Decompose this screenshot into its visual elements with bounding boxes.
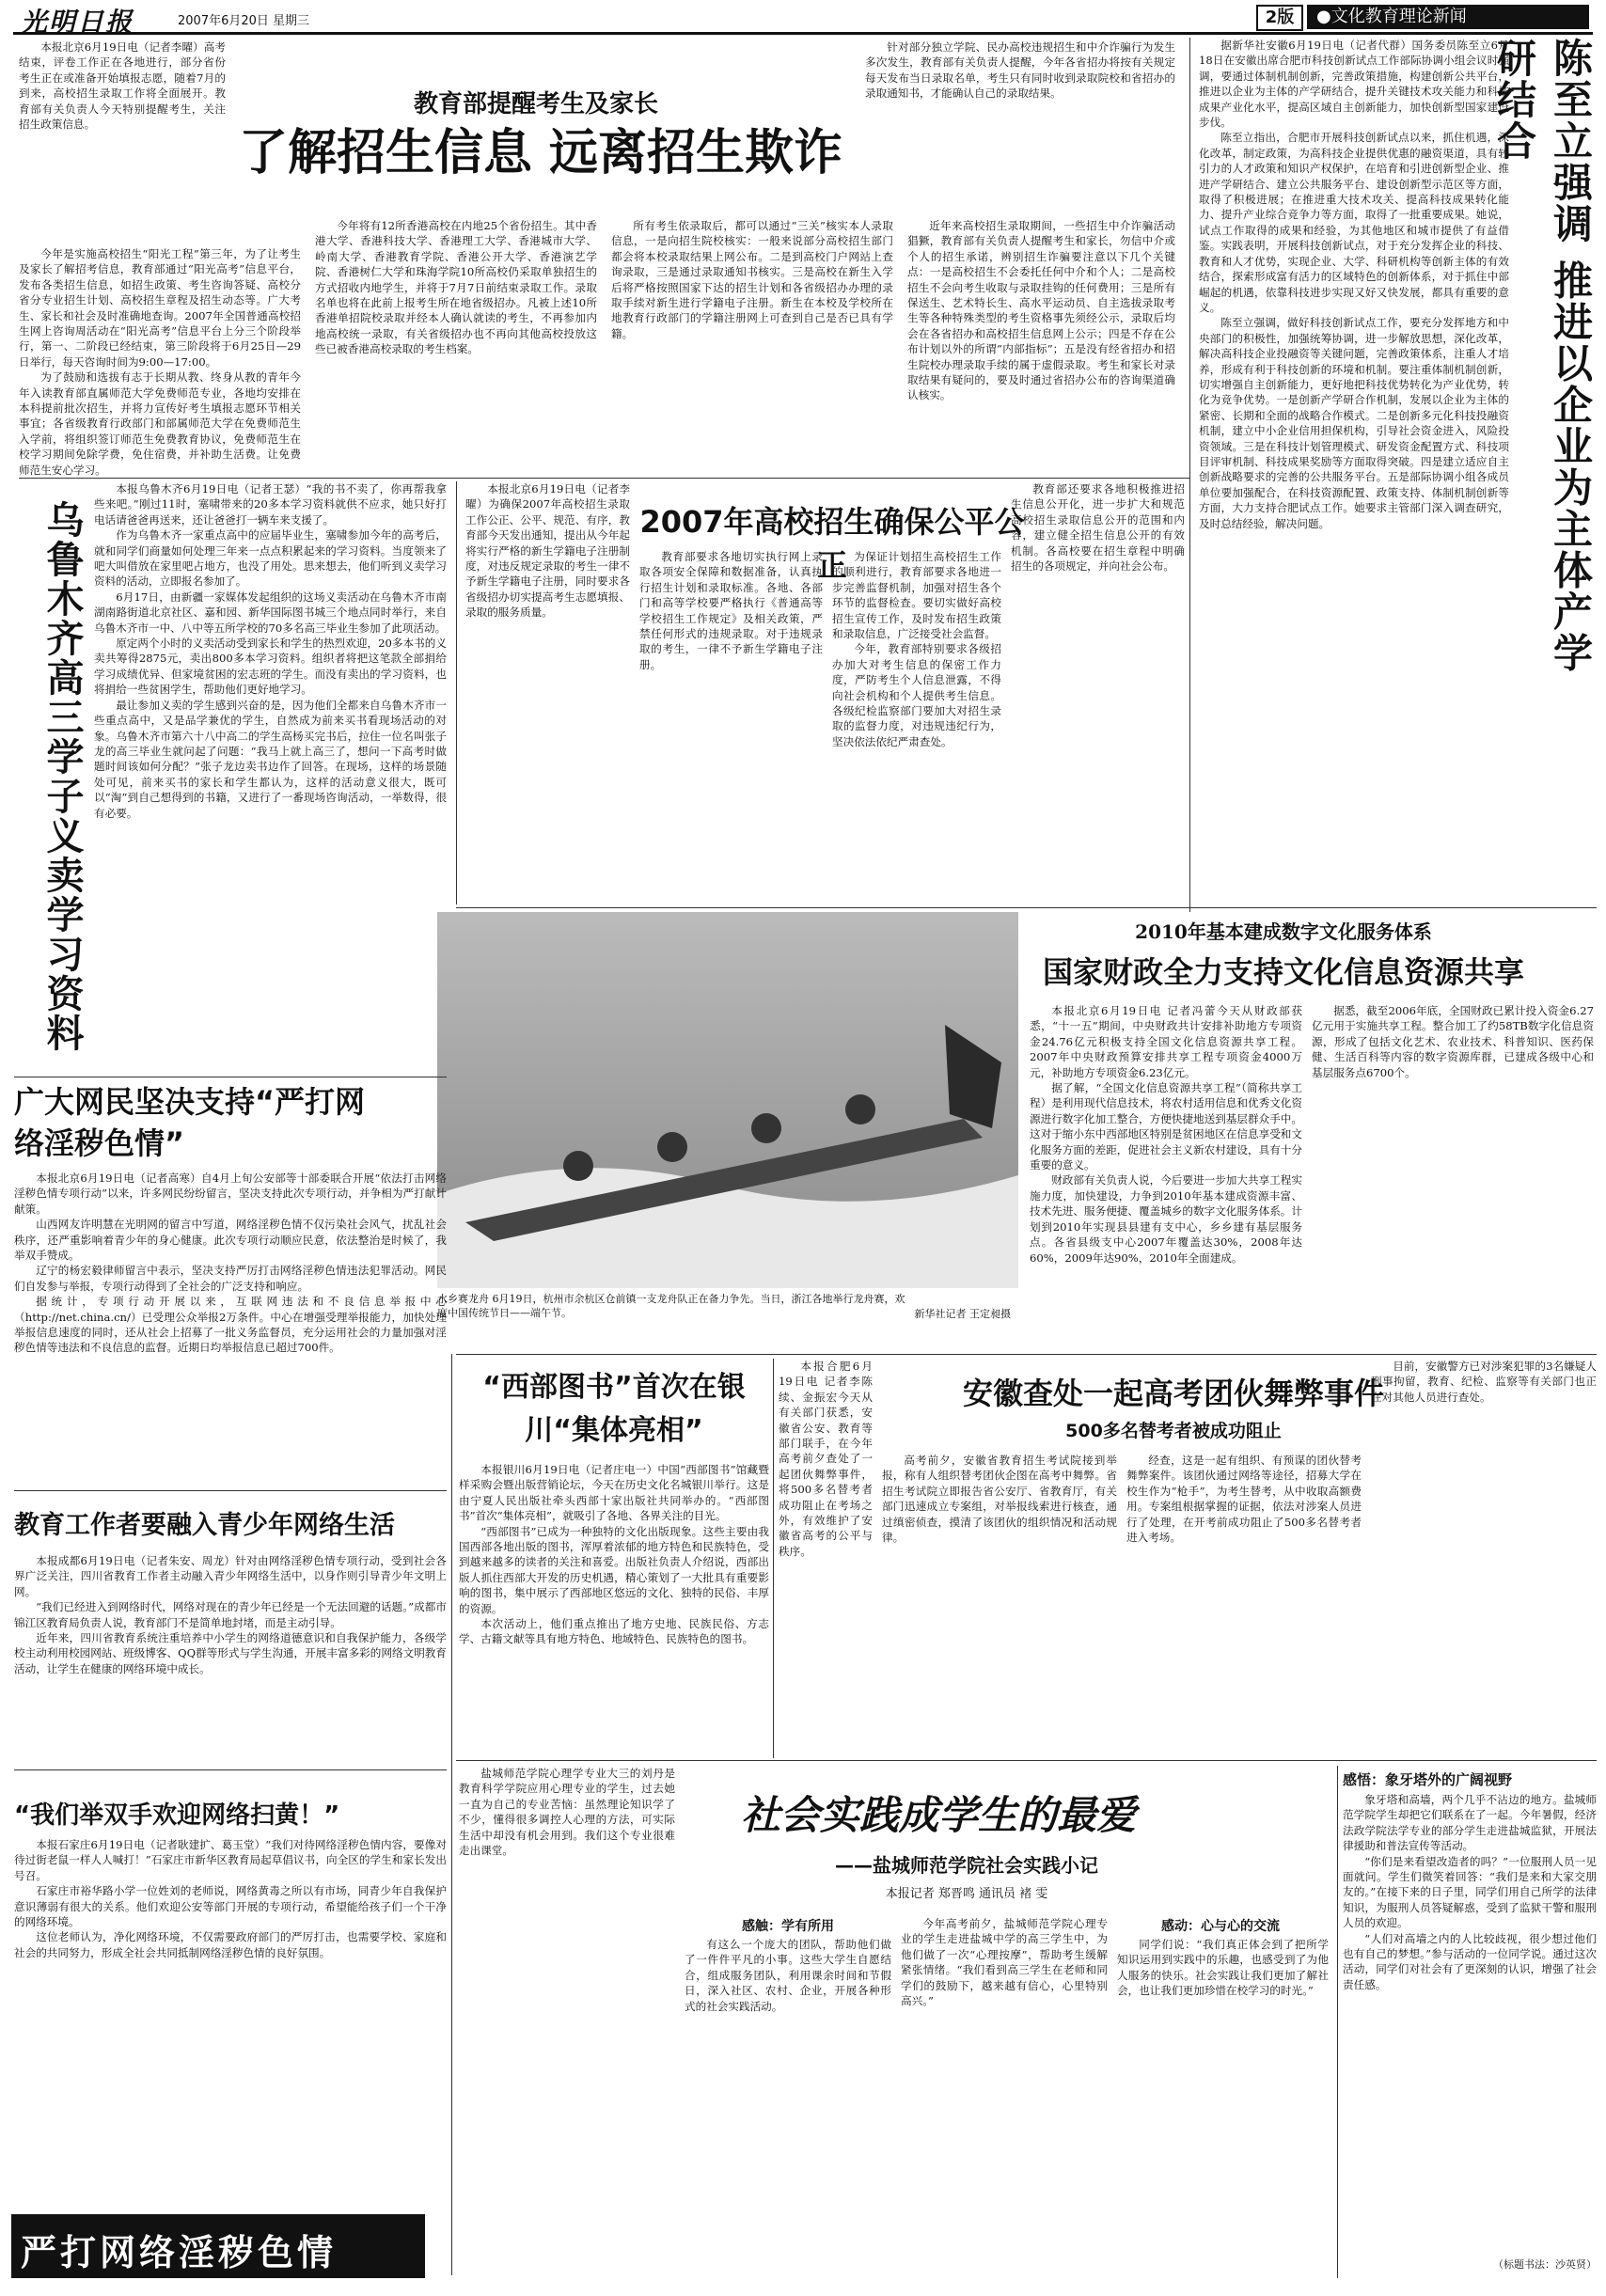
article-ivory-tower <box>1343 1766 1597 2278</box>
body: 象牙塔和高墙，两个几乎不沾边的地方。盐城师范学院学生却把它们联系在了一起。今年暑假，经济法政学院法学专业的部分学生走进盐城监狱，开展法律援助和普法宣传等活动。 “你们是来看望改造者的吗？”一位服刑人员一见面就问。学生们微笑着回答：“我们是来和大家交朋友的。”在接下来的日子里，同学们用自己所学的法律知识，为服刑人员答疑解惑，受到了监狱干警和服刑人员的欢迎。 “人们对高墙之内的人比较歧视，很少想过他们也有自己的梦想。”参与活动的一位同学说。通过这次活动，同学们对社会有了更深刻的认识，增强了社会责任感。 <box>1343 1793 1597 1991</box>
article-western-books <box>459 1359 769 1753</box>
col-lead: 本报合肥6月19日电 记者李陈续、金振宏今天从有关部门获悉，安徽省公安、教育等部门联手，在今年高考前夕查处了一起团伙舞弊事件，将500多名替考者成功阻止在考场之外，有效维护了安徽省高考的公平与秩序。 <box>779 1360 873 1558</box>
col-4: 同学们说：“我们真正体会到了把所学知识运用到实践中的乐趣，也感受到了为他人服务的快乐。社会实践让我们更加了解社会，也让我们更加珍惜在校学习的时光。” <box>1117 1938 1329 1998</box>
issue-date: 2007年6月20日 星期三 <box>178 14 310 28</box>
photo-caption: 水乡赛龙舟 6月19日，杭州市余杭区仓前镇一支龙舟队正在备力争先。当日，浙江各地举行龙舟赛，欢度中国传统节日——端午节。 <box>437 1293 905 1319</box>
article-urumqi-charity <box>14 481 451 1074</box>
headline: 教育工作者要融入青少年网络生活 <box>14 1511 395 1540</box>
subheadline: 500多名替考者被成功阻止 <box>1065 1421 1282 1441</box>
col-4: 近年来高校招生录取期间，一些招生中介诈骗活动猖獗，教育部有关负责人提醒考生和家长，勿信中介或个人的招生承诺，辨别招生诈骗要注意以下几个关键点：一是高校招生不会委托任何中介和个人；二是高校招生不会向考生收取与录取挂钩的任何费用；三是所有保送生、艺术特长生、高水平运动员、自主选拔录取考生等各种特殊类型的考生资格事先须经公示，录取后均会在各省招办和高校招生信息网上公示；四是不存在公布计划以外的所谓“内部指标”；五是没有经省招办和招生院校办理录取手续的属于虚假录取。考生和家长对录取结果有疑问的，要及时通过省招办公布的咨询渠道确认核实。 <box>907 219 1175 402</box>
headline: 安徽查处一起高考团伙舞弊事件 <box>962 1376 1384 1411</box>
headline: 广大网民坚决支持“严打网络淫秽色情” <box>14 1084 366 1161</box>
dragon-boat-image <box>437 912 1018 1288</box>
page-number: 2版 <box>1256 5 1303 31</box>
body: 本报石家庄6月19日电（记者耿建扩、葛玉堂）“我们对待网络淫秽色情内容，要像对待过街老鼠一样人人喊打！”石家庄市新华区教育局起草倡议书，向全区的学生和家长发出号召。 石家庄市裕华路小学一位姓刘的老师说，网络黄毒之所以有市场，同青少年自我保护意识薄弱有很大的关系。他们欢迎公安等部门开展的专项行动，希望能给孩子们一个干净的网络环境。 这位老师认为，净化网络环境，不仅需要政府部门的严厉打击，也需要学校、家庭和社会的共同努力，形成全社会共同抵制网络淫秽色情的良好氛围。 <box>14 1838 447 1959</box>
body: 本报北京6月19日电（记者高寒）自4月上旬公安部等十部委联合开展“依法打击网络淫秽色情专项行动”以来，许多网民纷纷留言，坚决支持此次专项行动，并争相为严打献计献策。 山西网友许明慧在光明网的留言中写道，网络淫秽色情不仅污染社会风气，扰乱社会秩序，还严重影响着青少年的身心健康。此次专项行动顺应民意，依法整治是时候了，我举双手赞成。 辽宁的杨宏毅律师留言中表示，坚决支持严厉打击网络淫秽色情违法犯罪活动。网民们自发参与举报，专项行动得到了全社会的广泛支持和响应。 据统计，专项行动开展以来，互联网违法和不良信息举报中心（http://net.china.cn/）已受理公众举报2万条件。中心在增强受理举报能力，加快处理举报信息速度的同时，还从社会上招募了一批义务监督员，充分运用社会的力量加强对淫秽色情等违法和不良信息的监督。近期日均举报信息已超过700件。 <box>14 1172 447 1355</box>
article-social-practice <box>459 1766 1333 2278</box>
col-1: 今年是实施高校招生“阳光工程”第三年，为了让考生及家长了解招考信息，教育部通过“阳光高考”信息平台，发布各类招生信息，如招生政策、考生咨询答疑、高校分省分专业招生计划、高校招生章程及招生动态等。广大考生、家长和社会及时准确地查询。2007年全国普通高校招生网上咨询周活动在“阳光高考”信息平台上分三个阶段举行，第一、二阶段已经结束，第三阶段将于6月25日—29日举行，每天咨询时间为9:00—17:00。 为了鼓励和选拔有志于长期从教、终身从教的青年今年入读教育部直属师范大学免费师范专业，各地均安排在本科提前批次招生，并将力宣传好考生填报志愿环节相关事宜；各省级教育行政部门和部属师范大学在免费师范生入学前，将组织签订师范生免费教育协议，免费师范生在校学习期间免除学费，免住宿费，并补助生活费。让免费师范生安心学习。 <box>19 247 301 477</box>
article-anhui-cheating <box>779 1359 1597 1753</box>
body: 本报乌鲁木齐6月19日电（记者王瑟）“我的书不卖了，你再帮我拿些来吧。”刚过11时，塞啸带来的20多本学习资料就供不应求，她只好打电话请爸爸再送来，还让爸爸打一辆车来支援了。 作为乌鲁木齐一家重点高中的应届毕业生，塞啸参加今年的高考后，就和同学们商量如何处理三年来一点点积累起来的学习资料。当度领来了吧大叫借放在家里吧占地方，也没了用处。思来想去，他们听到义卖学习资料的活动，立即报名参加了。 6月17日，由新疆一家媒体发起组织的这场义卖活动在乌鲁木齐市南湖南路街道北京社区、嘉和园、新华国际图书城三个地点同时举行，来自乌鲁木齐市一中、八中等五所学校的70多名高三毕业生参加了此项活动。 原定两个小时的义卖活动受到家长和学生的热烈欢迎，20多本书的义卖共筹得2875元，卖出800多本学习资料。组织者将把这笔款全部捐给学习成绩优异、但家境贫困的宏志班的学生。而没有卖出的学习资料，也将捐给一些贫困学生，帮助他们更好地学习。 最让参加义卖的学生感到兴奋的是，因为他们全都来自乌鲁木齐市一些重点高中，又是品学兼优的学生，自然成为前来买书看现场活动的对象。乌鲁木齐市第六十八中高二的学生高杨买完书后，拉住一位名叫张子龙的高三毕业生就问起了问题：“我马上就上高三了，想问一下高考时做题时间该如何分配？”张子龙边卖书边作了回答。在现场，这样的场景随处可见，前来买书的家长和学生都认为，这样的活动意义很大，既可以“淘”到自己想得到的书籍，又进行了一番现场咨询活动，一举数得，很有必要。 <box>94 482 447 820</box>
col-2: 据悉，截至2006年底，全国财政已累计投入资金6.27亿元用于实施共享工程。整合加工了约58TB数字化信息资源，形成了包括文化艺术、农业技术、科普知识、医药保健、生活百科等内容的数字资源库群，已建成各级中心和基层服务点6700个。 <box>1312 1004 1594 1079</box>
headline: 国家财政全力支持文化信息资源共享 <box>1042 954 1524 990</box>
headline: 社会实践成学生的最爱 <box>740 1792 1136 1838</box>
col-1: 本报北京6月19日电（记者李曜）为确保2007年高校招生录取工作公正、公平、规范、有序，教育部今天发出通知，提出从今年起将实行严格的新生学籍电子注册制度，对违反规定录取的考生一律不予新生学籍电子注册，同时要求各省级招办切实提高考生志愿填报、录取的服务质量。 <box>465 482 630 620</box>
masthead <box>13 0 1593 38</box>
byline: 本报记者 郑晋鸣 通讯员 褚 雯 <box>885 1887 1048 1901</box>
body: 本报银川6月19日电（记者庄电一）中国“西部图书”馆藏暨样采购会暨出版营销论坛，今天在历史文化名城银川举行。这是由宁夏人民出版社牵头西部十家出版社共同举办的。“西部图书”首次“集体亮相”，就吸引了各地、各界关注的目光。 “西部图书”已成为一种独特的文化出版现象。这些主要由我国西部各地出版的图书，浑厚着浓郁的地方特色和民族特色，受到越来越多的读者的关注和喜爱。出版社负责人介绍说，西部出版人抓住西部大开发的历史机遇，精心策划了一大批具有重要影响的图书，集中展示了西部地区悠远的文化、独特的民俗、丰厚的资源。 本次活动上，他们重点推出了地方史地、民族民俗、方志学、古籍文献等具有地方特色、地域特色、民族特色的图书。 <box>459 1463 769 1646</box>
article-welcome-crackdown <box>14 1775 447 2203</box>
kicker: 2010年基本建成数字文化服务体系 <box>1135 920 1432 943</box>
col-1: 盐城师范学院心理学专业大三的刘丹是教育科学学院应用心理专业的学生，过去她一直为自己的专业苦恼：虽然理论知识学了不少，懂得很多调控人心理的方法，可实际生活中却没有机会用到。我们这个专业很难走出课堂。 <box>459 1767 675 1858</box>
section-label: ●文化教育理论新闻 <box>1307 5 1589 29</box>
col-4: 目前，安徽警方已对涉案犯罪的3名嫌疑人刑事拘留，教育、纪检、监察等有关部门也正在对其他人员进行查处。 <box>1371 1360 1597 1404</box>
article-educators-online <box>14 1495 447 1763</box>
banner-text: 严打网络淫秽色情 <box>21 2232 338 2273</box>
photo-credit: 新华社记者 王定昶摄 <box>914 1308 1011 1320</box>
headline: 了解招生信息 远离招生欺诈 <box>238 125 843 181</box>
col-4: 教育部还要求各地积极推进招生信息公开化，进一步扩大和规范高校招生录取信息公开的范围和内容，建立健全招生信息公开的有效机制。各高校要在招生章程中明确招生的各项规定，并向社会公布。 <box>1011 482 1185 574</box>
subhead-2: 感动：心与心的交流 <box>1161 1919 1280 1934</box>
article-culture-sharing <box>1030 917 1598 1349</box>
headline: 乌鲁木齐高三学子义卖学习资料 <box>40 500 84 1053</box>
headline: 感悟：象牙塔外的广阔视野 <box>1343 1771 1513 1788</box>
col-3: 为保证计划招生高校招生工作的顺利进行，教育部要求各地进一步完善监督机制，加强对招生各个环节的监督检查。要切实做好高校招生宣传工作，及时发布招生政策和录取信息，广泛接受社会监督。 今年，教育部特别要求各级招办加大对考生信息的保密工作力度，严防考生个人信息泄露，不得向社会机构和个人提供考生信息。各级纪检监察部门要加大对招生录取的监督力度，对违规违纪行为，坚决依法依纪严肃查处。 <box>832 550 1001 748</box>
headline: 2007年高校招生确保公平公正 <box>639 504 1025 583</box>
col-2: 教育部要求各地切实执行网上录取各项安全保障和数据准备，认真执行招生计划和录取标准。各地、各部门和高等学校要严格执行《普通高等学校招生工作规定》及相关政策，严禁任何形式的违规录取。对于违规录取的考生，一律不予新生学籍电子注册。 <box>639 550 823 671</box>
col-2: 有这么一个庞大的团队，帮助他们做了一件件平凡的小事。这些大学生自愿结合，组成服务团队，利用课余时间和节假日，深入社区、农村、企业，开展各种形式的社会实践活动。 <box>685 1938 891 2013</box>
col-2: 今年将有12所香港高校在内地25个省份招生。其中香港大学、香港科技大学、香港理工大学、香港城市大学、岭南大学、香港教育学院、香港公开大学、香港演艺学院、香港树仁大学和珠海学院10所高校仍采取单独招生的方式招收内地学生，并将于7月7日前结束录取工作。录取名单也将在此前上报考生所在地省级招办。凡被上述10所香港单招院校录取并经本人确认就读的考生，不再参加内地高校统一录取，有关省级招办也不再向其他高校投放这些已被香港高校录取的考生档案。 <box>315 219 597 356</box>
headline: 陈至立强调 推进以企业为主体产学研结合 <box>1491 38 1594 674</box>
subtitle: ——盐城师范学院社会实践小记 <box>835 1854 1098 1877</box>
photo-block <box>437 912 1020 1345</box>
calligraphy-note: （标题书法：沙英贤） <box>1493 2258 1597 2271</box>
crackdown-banner <box>11 2214 425 2278</box>
body: 本报成都6月19日电（记者朱安、周龙）针对由网络淫秽色情专项行动，受到社会各界广泛关注，四川省教育工作者主动融入青少年网络生活中，以身作则引导青少年文明上网。 “我们已经进入到网络时代，网络对现在的青少年已经是一个无法回避的话题。”成都市锦江区教育局负责人说，教育部门不是简单地封堵，而是主动引导。 近年来，四川省教育系统注重培养中小学生的网络道德意识和自我保护能力，各级学校主动利用校园网站、班级博客、QQ群等形式与学生沟通，开展丰富多彩的网络文明教育活动，让学生在健康的网络环境中成长。 <box>14 1554 447 1675</box>
lead-paragraph: 本报北京6月19日电（记者李曜）高考结束，评卷工作正在各地进行，部分省份考生正在或准备开始填报志愿，随着7月的到来，高校招生录取工作将全面展开。教育部有关负责人今天特别提醒考生，关注招生政策信息。 <box>19 40 226 132</box>
headline: “我们举双手欢迎网络扫黄！” <box>14 1801 340 1830</box>
article-chen-zhili <box>1199 38 1598 912</box>
article-recruitment-warning <box>19 38 1175 475</box>
newspaper-logo: 光明日报 <box>21 7 134 38</box>
kicker: 教育部提醒考生及家长 <box>413 90 658 118</box>
article-admission-fairness <box>465 481 1185 904</box>
body: 据新华社安徽6月19日电（记者代群）国务委员陈至立6月18日在安徽出席合肥市科技创新试点工作部际协调小组会议时强调，要通过体制机制创新，完善政策措施，构建创新公共平台，推进以企业为主体的产学研结合，提升关键技术攻关能力和科技成果产业化水平，提高区域自主创新能力，加快创新型国家建设步伐。 陈至立指出，合肥市开展科技创新试点以来，抓住机遇，深化改革，制定政策，为高科技企业提供优惠的融资渠道，具有较引力的人才政策和知识产权保护，在培育和引进创新型企业、推进产学研结合、建立公共服务平台、建设创新型示范区等方面，取得了积极进展；在推进重大技术攻关、提高科技成果转化能力、提升产业综合竞争力等方面，取得了一批重要成果。她说，试点工作取得的成果和经验，为其他地区和城市提供了有益借鉴。实践表明，开展科技创新试点，对于充分发挥企业的科技、教育和人才优势，实现企业、大学、科研机构等创新主体的有效结合，探索形成富有活力的区域特色的创新体系，对于抓住中部崛起的机遇，依靠科技进步实现又好又快发展，都具有重要的意义。 陈至立强调，做好科技创新试点工作，要充分发挥地方和中央部门的积极性，加强统筹协调，进一步解放思想，深化改革，解决高科技企业投融资等关键问题，完善政策体系，注重人才培养，形成有利于科技创新的环境和机制。要注重体制机制创新，切实增强自主创新能力，更好地把科技优势转化为产业优势，转化为竞争优势。一是创新产学研合作机制，发展以企业为主体的紧密、长期和全面的战略合作模式。二是创新多元化科技投融资机制，建立中小企业信用担保机构，引导社会资金进入，风险投资领域。三是在科技计划管理模式、研发资金配置方式、科技项目评审机制、科技成果奖励等方面取得突破。四是建立适应自主创新战略要求的完善的公共服务平台。五是部际协调小组各成员单位要加强配合，在科技资源配置、政策支持、体制机制创新等方面，大力支持合肥试点工作。她要求主管部门深入调查研究，及时总结经验，解决问题。 <box>1199 39 1509 530</box>
col-3: 今年高考前夕，盐城师范学院心理专业的学生走进盐城中学的高三学生中，为他们做了一次“心理按摩”，帮助考生缓解紧张情绪。“我们看到高三学生在老师和同学们的鼓励下，越来越有信心，心里特别高兴。” <box>901 1917 1108 2008</box>
headline: “西部图书”首次在银川“集体亮相” <box>482 1371 746 1447</box>
article-netizens-support <box>14 1081 447 1481</box>
col-1: 本报北京6月19日电 记者冯蕾今天从财政部获悉，“十一五”期间，中央财政共计安排补助地方专项资金24.76亿元积极支持全国文化信息资源共享工程。2007年中央财政预算安排共享工程专项资金4000万元，补助地方专项资金6.23亿元。 据了解，“全国文化信息资源共享工程”（简称共享工程）是利用现代信息技术，将农村适用信息和优秀文化资源进行数字化加工整合，方便快捷地送到基层群众手中。这对于缩小东中西部地区特别是贫困地区在信息享受和文化服务方面的差距，促进社会主义新农村建设，具有十分重要的意义。 财政部有关负责人说，今后要进一步加大共享工程实施力度，加快建设，力争到2010年基本建成资源丰富、技术先进、服务便捷、覆盖城乡的数字文化服务体系。计划到2010年实现县县建有支中心，乡乡建有基层服务点。各省县级支中心2007年覆盖达30%，2008年达60%，2009年达90%，2010年全面建成。 <box>1030 1004 1302 1265</box>
col-3: 经查，这是一起有组织、有预谋的团伙替考舞弊案件。该团伙通过网络等途径，招募大学在校生作为“枪手”，为考生替考，从中收取高额费用。专案组根据掌握的证据，依法对涉案人员进行了处理，在开考前成功阻止了500多名替考者进入考场。 <box>1126 1454 1362 1545</box>
col-4-top: 针对部分独立学院、民办高校违规招生和中介诈骗行为发生多次发生，教育部有关负责人提醒，今年各省招办将按有关规定每天发布当日录取名单，考生只有同时收到录取院校和省招办的录取通知书，才能确认自己的录取结果。 <box>865 40 1175 101</box>
col-3: 所有考生依录取后，都可以通过“三关”核实本人录取信息，一是向招生院校核实：一般来说部分高校招生部门都会将本校录取结果上网公布。二是到高校门户网站上查询录取，三是通过录取通知书核实。三是高校在新生入学后将严格按照国家下达的招生计划和各省级招办办理的录取手续对新生进行学籍电子注册。新生在本校及学校所在地教育行政部门的学籍注册网上可查到自己是否已具有学籍。 <box>611 219 893 340</box>
dragon-boat-photo <box>437 912 1018 1288</box>
col-2: 高考前夕，安徽省教育招生考试院接到举报，称有人组织替考团伙企图在高考中舞弊。省招生考试院立即报告省公安厅、省教育厅，有关部门迅速成立专案组，对举报线索进行核查，通过缜密侦查，摸清了该团伙的组织情况和活动规律。 <box>882 1454 1117 1545</box>
subhead-1: 感触：学有所用 <box>742 1919 834 1934</box>
